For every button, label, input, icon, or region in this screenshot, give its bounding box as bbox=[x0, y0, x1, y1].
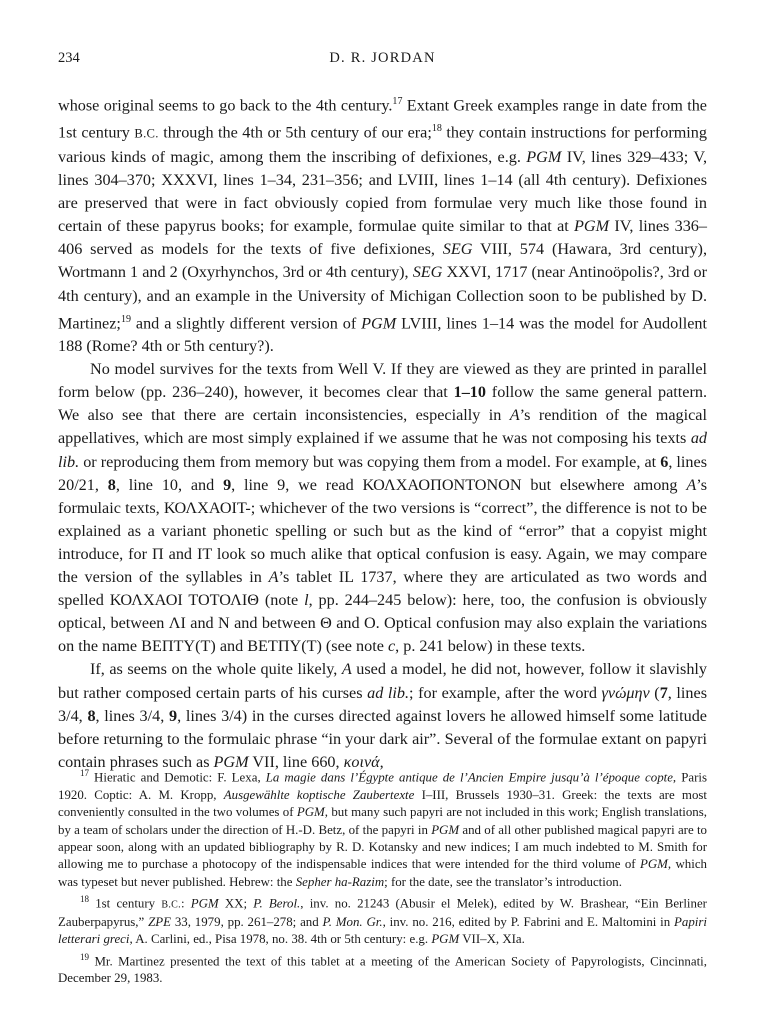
footnote-number: 19 bbox=[80, 951, 90, 962]
footnote-number: 18 bbox=[80, 894, 90, 905]
footnote-18: $^{18}$ 1st century B.C.: PGM XX; P. Berol., inv. no. 21243 (Abusir el Melek), edited by W. Brashear, “Ein Berliner Zauberpapyrus,” ZPE 33, 1979, pp. 261–278; and P. Mon. Gr., inv. no. 216, edited by P. Fabrini and E. Maltomini in Papiri letterari greci, A. Carlini, ed., Pisa 1978, no. 38. 4th or 5th century: e.g. PGM VII–X, XIa. bbox=[58, 894, 707, 947]
page-number: 234 bbox=[58, 50, 80, 66]
footnote-17: $^{17}$ Hieratic and Demotic: F. Lexa, La magie dans l’Égypte antique de l’Ancien Empire jusqu’à l’époque copte, Paris 1920. Coptic: A. M. Kropp, Ausgewählte koptische Zaubertexte I–III, Brussels 1930–31. Greek: the texts are most conveniently consulted in the two volumes of PGM, but many such papyri are not included in this work; English translations, by a team of scholars under the direction of H.-D. Betz, of the papyri in PGM and of all other published magical papyri are to appear soon, along with an updated bibliography by R. D. Kotansky and new indices; I am much indebted to M. Smith for allowing me to purchase a photocopy of the indispensable indices that were intended for the third volume of PGM, which was typeset but never published. Hebrew: the Sepher ha-Razim; for the date, see the translator’s introduction. bbox=[58, 768, 707, 889]
footnote-number: 17 bbox=[80, 768, 90, 778]
paragraph-3: If, as seems on the whole quite likely, A used a model, he did not, however, follow it slavishly but rather composed certain parts of his curses ad lib.; for example, after the word γνώμην (7, lines 3/4, 8, lines 3/4, 9, lines 3/4) in the curses directed against lovers he allowed himself some latitude before returning to the formulaic phrase “in your dark air”. Several of the formulae extant on papyri contain phrases such as PGM VII, line 660, κοινά, bbox=[58, 660, 708, 771]
footnote-19: $^{19}$ Mr. Martinez presented the text of this tablet at a meeting of the American Society of Papyrologists, Cincinnati, December 29, 1983. bbox=[58, 951, 707, 986]
footnotes bbox=[58, 765, 707, 988]
paragraph-1: whose original seems to go back to the 4th century.$^{17}$ Extant Greek examples range in date from the 1st century B.C. through the 4th or 5th century of our era;$^{18}$ they contain instructions for performing various kinds of magic, among them the inscribing of defixiones, e.g. PGM IV, lines 329–433; V, lines 304–370; XXXVI, lines 1–34, 231–356; and LVIII, lines 1–14 (all 4th century). Defixiones are preserved that were in fact obviously copied from formulae very much like those found in certain of these papyrus books; for example, formulae quite similar to that at PGM IV, lines 336–406 served as models for the texts of five defixiones, SEG VIII, 574 (Hawara, 3rd century), Wortmann 1 and 2 (Oxyrhynchos, 3rd or 4th century), SEG XXVI, 1717 (near Antinoöpolis?, 3rd or 4th century), and an example in the University of Michigan Collection soon to be published by D. Martinez;$^{19}$ and a slightly different version of PGM LVIII, lines 1–14 was the model for Audollent 188 (Rome? 4th or 5th century?). bbox=[58, 96, 708, 356]
footnote-ref-17[interactable]: 17 bbox=[392, 96, 403, 107]
footnote-ref-18[interactable]: 18 bbox=[431, 123, 442, 135]
body-text bbox=[58, 90, 707, 774]
footnote-ref-19[interactable]: 19 bbox=[120, 313, 131, 325]
running-head: D. R. JORDAN bbox=[329, 50, 436, 66]
page-header bbox=[58, 50, 707, 72]
paragraph-2: No model survives for the texts from Well V. If they are viewed as they are printed in parallel form below (pp. 236–240), however, it becomes clear that 1–10 follow the same general pattern. We also see that there are certain inconsistencies, especially in A’s rendition of the magical appellatives, which are most simply explained if we assume that he was not composing his texts ad lib. or reproducing them from memory but was copying them from a model. For example, at 6, lines 20/21, 8, line 10, and 9, line 9, we read ΚΟΛΧΑΟΠΟΝΤΟΝΟΝ but elsewhere among A’s formulaic texts, ΚΟΛΧΑΟΙΤ-; whichever of the two versions is “correct”, the difference is not to be explained as a variant phonetic spelling or such but as the kind of “error” that a copyist might introduce, for Π and ΙΤ look so much alike that optical confusion is easy. Again, we may compare the version of the syllables in A’s tablet IL 1737, where they are articulated as two words and spelled ΚΟΛΧΑΟΙ ΤΟΤΟΛΙΘ (note l, pp. 244–245 below): here, too, the confusion is obviously optical, between ΛΙ and Ν and between Θ and Ο. Optical confusion may also explain the variations on the name ΒΕΠΤΥ(Τ) and ΒΕΤΠΥ(Τ) (see note c, p. 241 below) in these texts. bbox=[58, 360, 708, 656]
